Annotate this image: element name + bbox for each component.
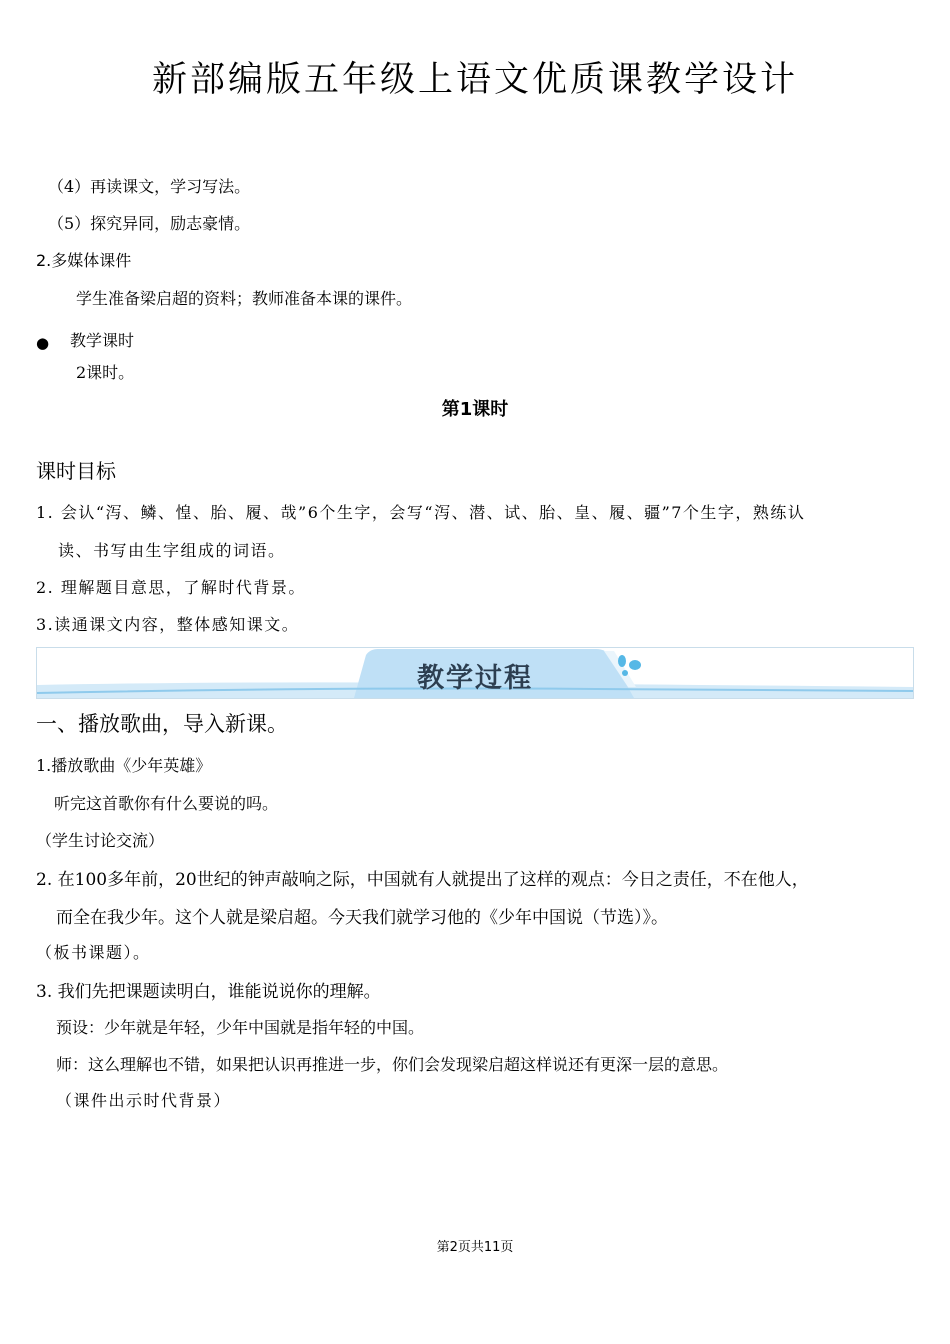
goals-heading: 课时目标 <box>36 459 116 483</box>
banner-label: 教学过程 <box>417 663 533 694</box>
document-title: 新部编版五年级上语文优质课教学设计 <box>151 60 798 100</box>
step-3: 3. 我们先把课题读明白，谁能说说你的理解。 <box>36 982 381 1002</box>
teaching-process-banner <box>36 647 914 699</box>
step-3-preset: 预设：少年就是年轻，少年中国就是指年轻的中国。 <box>56 1018 425 1037</box>
goal-3: 3.读通课文内容，整体感知课文。 <box>36 615 300 634</box>
goal-1-line-2: 读、书写由生字组成的词语。 <box>58 541 286 560</box>
step-1: 1.播放歌曲《少年英雄》 <box>36 756 212 775</box>
goal-1-line-1: 1. 会认“泻、鳞、惶、胎、履、哉”6个生字，会写“泻、潜、试、胎、皇、履、疆”7个生字，熟练认 <box>36 503 806 522</box>
goal-2: 2. 理解题目意思，了解时代背景。 <box>36 578 306 597</box>
prep-item-4: （4）再读课文，学习写法。 <box>48 177 251 196</box>
step-3-teacher: 师：这么理解也不错，如果把认识再推进一步，你们会发现梁启超这样说还有更深一层的意思。 <box>56 1055 729 1074</box>
prep-item-5: （5）探究异同，励志豪情。 <box>48 214 251 233</box>
step-1-note: （学生讨论交流） <box>36 831 165 850</box>
step-1-question: 听完这首歌你有什么要说的吗。 <box>54 794 279 813</box>
hours-heading: 教学课时 <box>70 331 135 350</box>
step-3-note: （课件出示时代背景） <box>56 1091 232 1110</box>
step-2-line-1: 2. 在100多年前，20世纪的钟声敲响之际，中国就有人就提出了这样的观点：今日之责任，不在他人， <box>36 870 809 890</box>
lesson-title: 第1课时 <box>441 399 509 420</box>
page-number: 第2页共11页 <box>436 1240 514 1255</box>
media-text: 学生准备梁启超的资料；教师准备本课的课件。 <box>76 289 413 308</box>
hours-text: 2课时。 <box>76 363 135 382</box>
media-heading: 2.多媒体课件 <box>36 251 132 270</box>
section-1-heading: 一、播放歌曲，导入新课。 <box>36 712 288 736</box>
bullet-icon: ● <box>36 334 50 352</box>
step-2-note: （板书课题）。 <box>36 943 151 962</box>
step-2-line-2: 而全在我少年。这个人就是梁启超。今天我们就学习他的《少年中国说（节选）》。 <box>56 908 668 928</box>
